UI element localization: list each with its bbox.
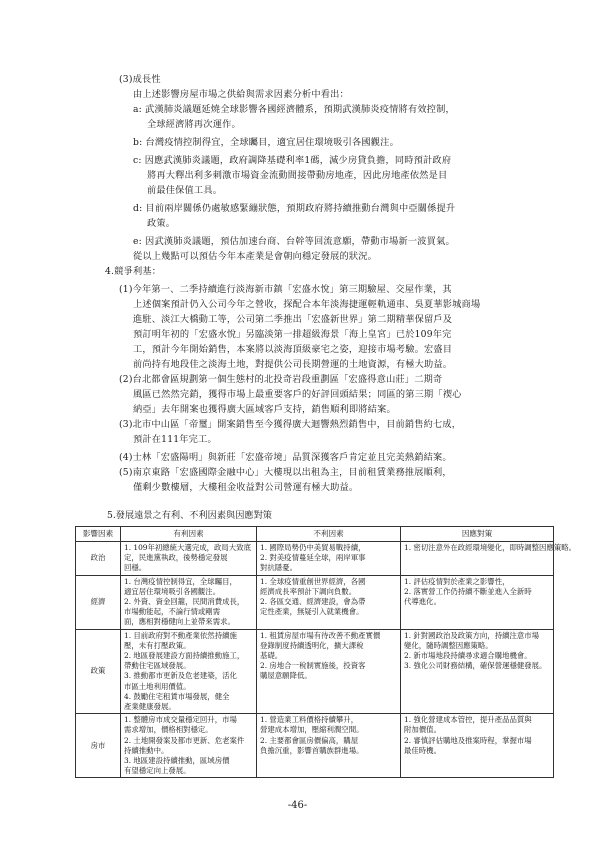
unfavorable-line: 定性產業，無疑引入就業機會。 [260, 607, 364, 617]
favorable-line: 市場動能起，不論行情或剛需 [124, 607, 221, 617]
favorable-line: 4. 鼓勵住宅租賃市場發展，健全 [124, 691, 230, 701]
text-line: (2)台北都會區規劃第一個生態村的北投奇岩段重劃區「宏盛得意山莊」二期奇 [119, 374, 443, 385]
text-line: 上述個案預計仍入公司今年之營收，探配合本年淡海捷運輕軌通車、吳夏華影城商場 [133, 299, 481, 310]
table-row [76, 542, 554, 576]
text-line: b: 台灣疫情控制得宜，全球矚目，適宜居住環境吸引各國觀注。 [133, 137, 399, 148]
unfavorable-line: 2. 對美疫情蔓延全球，兩岸軍事 [260, 553, 366, 563]
response-cell [401, 629, 554, 714]
favorable-cell [121, 714, 257, 778]
unfavorable-line: 1. 租賃房屋市場有待改善不動產實價 [260, 630, 381, 640]
text-line: 全球經濟將再次運作。 [147, 119, 241, 130]
table-caption: 5.發展遠景之有利、不利因素與因應對策 [107, 510, 272, 521]
response-line: 2. 審慎評估購地及推案時程，掌握市場 [404, 735, 532, 745]
response-line: 1. 針對國政治及政策方向，持續注意市場 [404, 630, 540, 640]
header-favorable: 有利因素 [121, 527, 257, 542]
text-line: (3)成長性 [119, 74, 161, 85]
text-line: 前最佳保值工具。 [147, 185, 223, 196]
unfavorable-line: 負擔沉重，影響首購族群進場。 [260, 745, 364, 755]
favorable-line: 持續推動中。 [124, 745, 169, 755]
unfavorable-cell [257, 629, 401, 714]
text-line: 預訂明年初的「宏盛水悅」另臨淡第一排超級海景「海上皇宮」已於109年完 [133, 329, 452, 340]
response-line: 1. 評估疫情對於產業之影響性， [404, 576, 510, 586]
favorable-line: 壓，未有打壓政策。 [124, 640, 191, 650]
response-line: 1. 強化營建成本管控，提升產品品質與 [404, 715, 532, 725]
unfavorable-line: 基礎。 [260, 651, 283, 661]
response-line: 2. 新市場地段持續尋求適合購地機會。 [404, 651, 532, 661]
favorable-line: 產業健康發展。 [124, 702, 176, 712]
text-line: e: 因武漢肺炎議題，預估加速台商、台幹等回流意願，帶動市場新一波買氣。 [133, 236, 455, 247]
response-line: 最佳時機。 [404, 745, 441, 755]
favorable-line: 定，民進黨執政，後勢穩定發展 [124, 553, 228, 563]
text-line: 將再大釋出利多刺激市場資金流動間接帶動房地產，因此房地產依然是目 [147, 170, 448, 181]
text-line: 預計在111年完工。 [133, 434, 217, 445]
favorable-line: 3. 推動都市更新及危老建築，活化 [124, 671, 237, 681]
favorable-line: 1. 台灣疫情控制得宜，全球矚目， [124, 576, 237, 586]
favorable-cell [121, 629, 257, 714]
header-factor: 影響因素 [76, 527, 121, 542]
header-response: 因應對策 [401, 527, 554, 542]
unfavorable-line: 對抗隱憂。 [260, 563, 297, 573]
text-line: (4)士林「宏盛陽明」與新莊「宏盛帝境」品質深獲客戶肯定並且完美熱銷結案。 [119, 452, 452, 463]
text-line: 工，預計今年開始銷售，本案將以淡海頂級豪宅之姿，迎接市場考驗。宏盛目 [133, 344, 453, 355]
text-line: d: 目前兩岸關係仍處敏感緊繃狀態，預期政府將持續推動台灣與中亞關係提升 [133, 203, 456, 214]
favorable-line: 2. 外資、資金回籠，民間消費成長， [124, 597, 245, 607]
favorable-line: 回穩。 [124, 563, 147, 573]
table-row [76, 714, 554, 778]
favorable-line: 面，應相對穩健向上並帶來需求。 [124, 617, 235, 627]
page-number: -46- [287, 800, 308, 811]
unfavorable-line: 2. 主要都會區房價偏高，購屋 [260, 735, 359, 745]
response-line: 3. 強化公司財務結構，確保營運穩健發展。 [404, 661, 547, 671]
table-header-row [76, 527, 554, 542]
text-line: (1)今年第一、二季持續進行淡海新市鎮「宏盛水悅」第三期驗屋、交屋作業，其 [119, 284, 452, 295]
factor-cell: 政治 [76, 542, 121, 576]
unfavorable-line: 1. 營造業工料價格持續攀升， [260, 715, 359, 725]
text-line: c: 因應武漢肺炎議題，政府調降基礎利率1碼，減少房貸負擔，同時預計政府 [133, 155, 452, 166]
unfavorable-line: 2. 各區交通、經濟建設，會為帶 [260, 597, 366, 607]
header-unfavorable: 不利因素 [257, 527, 401, 542]
favorable-line: 2. 地區發展建設方面持續推動施工， [124, 651, 245, 661]
unfavorable-line: 登錄制度持續透明化，擴大課稅 [260, 640, 364, 650]
favorable-line: 2. 土地開發案及都市更新、危老案件 [124, 735, 245, 745]
text-line: 從以上幾點可以預估今年本產業是會朝向穩定發展的狀況。 [133, 251, 378, 262]
response-cell [401, 542, 576, 576]
text-line: 4.競爭利基： [105, 266, 162, 277]
table-row [76, 629, 554, 714]
response-line: 1. 密切注意外在政經環境變化，即時調整因應策略。 [404, 543, 576, 552]
factor-cell: 經濟 [76, 575, 121, 629]
favorable-line: 1. 整體房市成交量穩定回升，市場 [124, 715, 237, 725]
favorable-line: 1. 109年初總統大選完成，政局大致底 [124, 543, 251, 552]
response-line: 變化，隨時調整因應策略。 [404, 640, 493, 650]
text-line: 進駐、淡江大橋動工等，公司第二季推出「宏盛新世界」第二期精華保留戶及 [133, 314, 453, 325]
favorable-cell [121, 575, 257, 629]
favorable-line: 3. 地區建設持續推動，區域房價 [124, 756, 230, 766]
response-line: 2. 落實營工作仍持續不斷並進入全新時 [404, 586, 532, 596]
favorable-cell [121, 542, 257, 576]
factors-table [75, 526, 576, 778]
text-line: (5)南京東路「宏盛國際金融中心」大樓現以出租為主，目前租賃業務推展順利， [119, 467, 452, 478]
unfavorable-line: 2. 房地合一稅制實施後，投資客 [260, 661, 366, 671]
factor-cell: 政策 [76, 629, 121, 714]
response-cell [401, 714, 554, 778]
unfavorable-cell [257, 714, 401, 778]
text-line: 由上述影響房屋市場之供給與需求因素分析中看出： [133, 89, 349, 100]
favorable-line: 市區土地利用價值。 [124, 681, 191, 691]
unfavorable-line: 經濟成長率預計下調向負數。 [260, 586, 357, 596]
text-line: 納亞」去年開案也獲得廣大區域客戶支持，銷售順利即將結案。 [133, 404, 396, 415]
text-line: 前尚持有地段佳之淡海土地，對提供公司長期營運的土地資源，有極大助益。 [133, 359, 453, 370]
favorable-line: 需求增加，價格相對穩定。 [124, 725, 213, 735]
favorable-line: 適宜居住環境吸引各國觀注。 [124, 586, 221, 596]
favorable-line: 1. 目前政府對不動產業依然持續施 [124, 630, 237, 640]
unfavorable-cell [257, 575, 401, 629]
table-body [76, 542, 576, 778]
unfavorable-line: 1. 全球疫情重創世界經濟，各國 [260, 576, 366, 586]
response-cell [401, 575, 554, 629]
unfavorable-line: 購屋意願降低。 [260, 671, 312, 681]
unfavorable-line: 1. 國際局勢仍中美貿易戰持續， [260, 543, 366, 552]
factor-cell: 房市 [76, 714, 121, 778]
text-line: 政策。 [147, 218, 176, 229]
unfavorable-line: 營建成本增加，壓縮利潤空間。 [260, 725, 364, 735]
response-line: 代導進化。 [404, 597, 441, 607]
text-line: a: 武漢肺炎議題延燒全球影響各國經濟體系，預期武漢肺炎疫情將有效控制， [133, 104, 455, 115]
text-line: 僅剩少數樓層，大樓租金收益對公司營運有極大助益。 [133, 482, 359, 493]
table-row [76, 575, 554, 629]
text-line: 風區已然然完銷，獲得市場上最重要客戶的好評回頭結果；同區的第三期「禊心 [133, 389, 462, 400]
response-line: 附加價值。 [404, 725, 441, 735]
favorable-line: 有望穩定向上發展。 [124, 766, 191, 776]
text-line: (3)北市中山區「帝璽」開案銷售至今獲得廣大迴響熱烈銷售中，目前銷售約七成， [119, 419, 462, 430]
favorable-line: 帶動住宅區域發展。 [124, 661, 191, 671]
unfavorable-cell [257, 542, 401, 576]
